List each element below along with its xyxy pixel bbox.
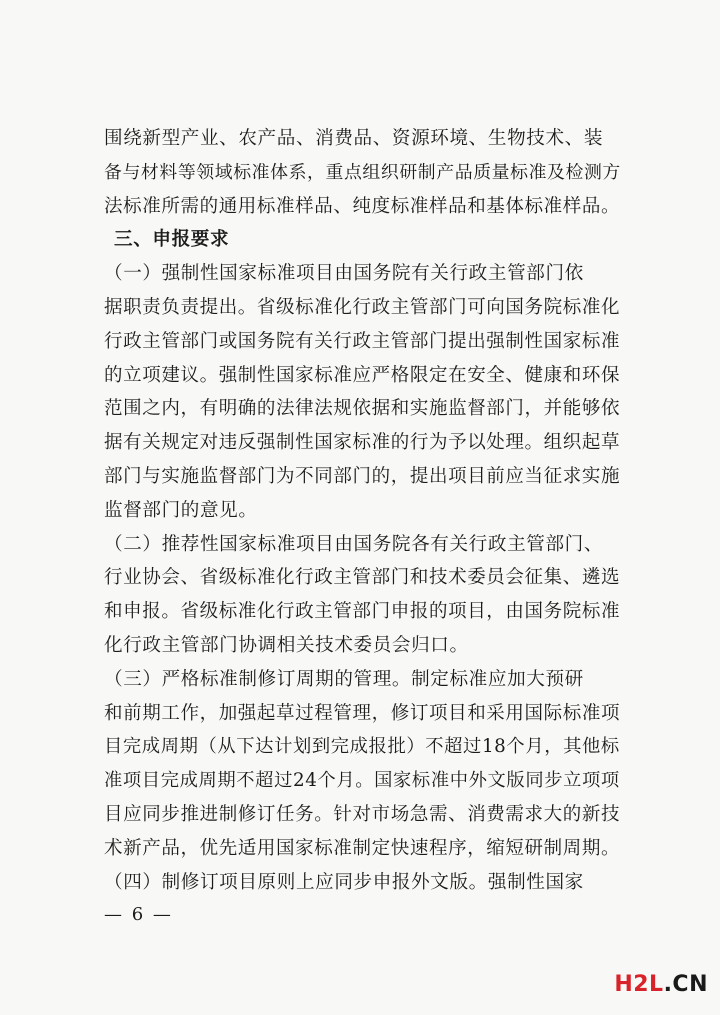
section-heading: 三、申报要求: [114, 229, 230, 251]
watermark-h2l: H2L: [614, 972, 664, 997]
text-line: （三）严格标准制修订周期的管理。制定标准应加大预研: [104, 668, 584, 690]
text-line: 准项目完成周期不超过24个月。国家标准中外文版同步立项项: [104, 770, 620, 792]
text-line: （一）强制性国家标准项目由国务院有关行政主管部门依: [104, 263, 584, 285]
text-line: （四）制修订项目原则上应同步申报外文版。强制性国家: [104, 871, 584, 893]
text-line: 行业协会、省级标准化行政主管部门和技术委员会征集、遴选: [104, 567, 621, 589]
text-line: 部门与实施监督部门为不同部门的，提出项目前应当征求实施: [104, 465, 621, 487]
text-line: 据职责负责提出。省级标准化行政主管部门可向国务院标准化: [104, 296, 621, 318]
text-line: 化行政主管部门协调相关技术委员会归口。: [104, 634, 469, 656]
text-line: 和前期工作，加强起草过程管理，修订项目和采用国际标准项: [104, 702, 621, 724]
text-line: 目应同步推进制修订任务。针对市场急需、消费需求大的新技: [104, 803, 621, 825]
body-text: [104, 122, 620, 899]
watermark-logo: [614, 972, 708, 997]
text-line: 法标准所需的通用标准样品、纯度标准样品和基体标准样品。: [104, 195, 621, 217]
text-line: 据有关规定对违反强制性国家标准的行为予以处理。组织起草: [104, 432, 621, 454]
text-line: 和申报。省级标准化行政主管部门申报的项目，由国务院标准: [104, 601, 621, 623]
text-line: 行政主管部门或国务院有关行政主管部门提出强制性国家标准: [104, 330, 621, 352]
watermark-cn: .CN: [663, 972, 708, 997]
page-number: — 6 —: [104, 904, 173, 925]
text-line: 目完成周期（从下达计划到完成报批）不超过18个月，其他标: [104, 736, 620, 758]
text-line: 的立项建议。强制性国家标准应严格限定在安全、健康和环保: [104, 364, 621, 386]
text-line: 监督部门的意见。: [104, 499, 258, 521]
text-line: 范围之内，有明确的法律法规依据和实施监督部门，并能够依: [104, 398, 621, 420]
text-line: 围绕新型产业、农产品、消费品、资源环境、生物技术、装: [104, 128, 604, 149]
text-line: 术新产品，优先适用国家标准制定快速程序，缩短研制周期。: [104, 837, 621, 859]
text-line: 备与材料等领域标准体系，重点组织研制产品质量标准及检测方: [104, 161, 621, 183]
text-line: （二）推荐性国家标准项目由国务院各有关行政主管部门、: [104, 533, 604, 555]
